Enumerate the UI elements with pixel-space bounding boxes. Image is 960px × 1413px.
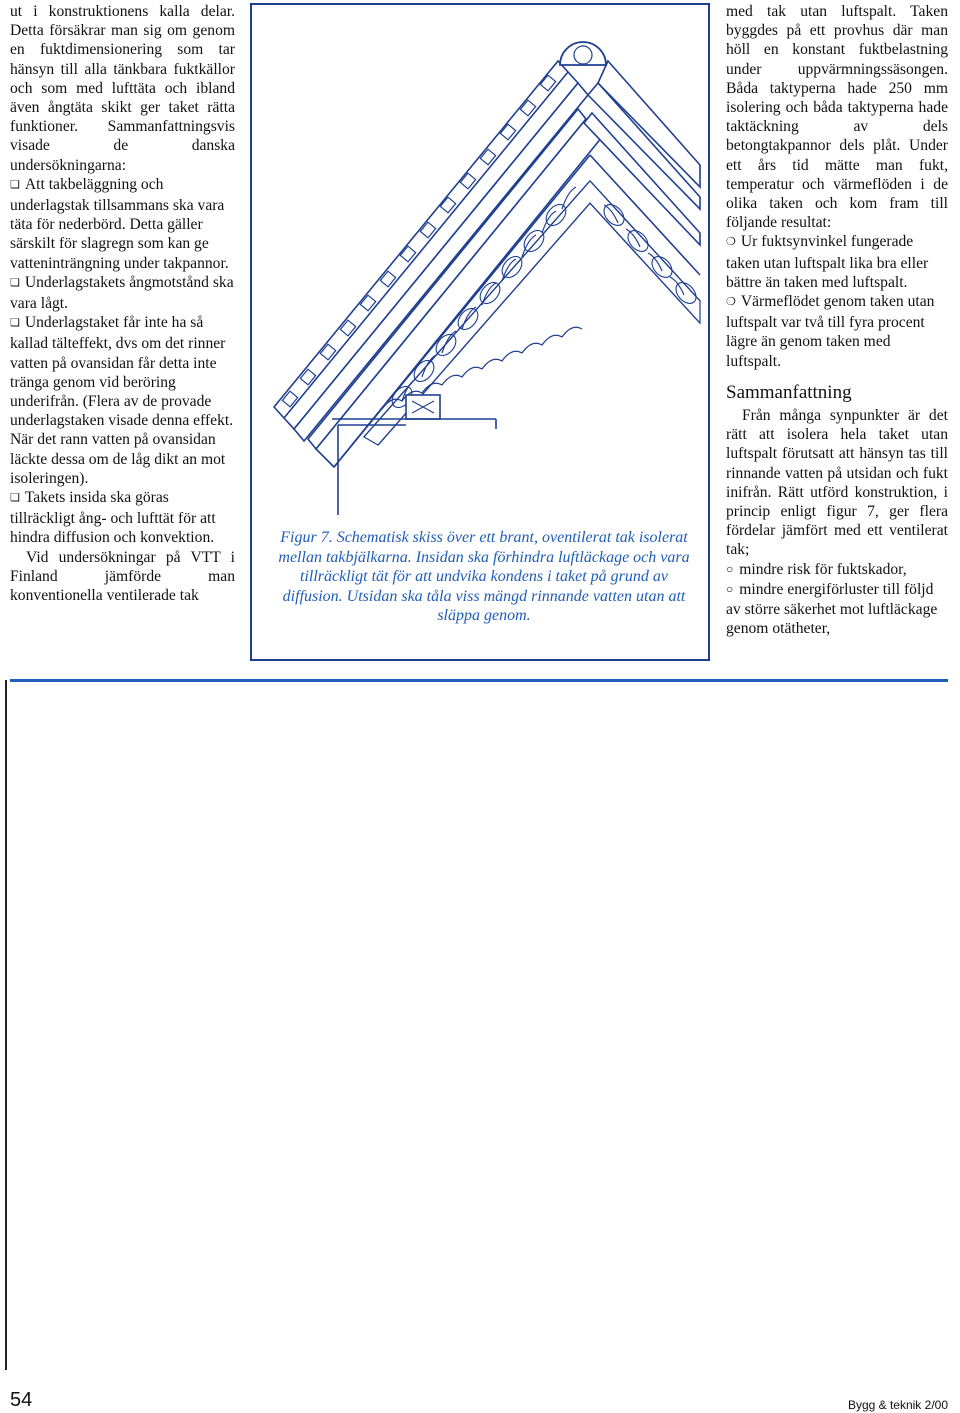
left-bullet-3: ❏ Underlagstaket får inte ha så kallad tälteffekt, dvs om det rinner vatten på ovansidan får detta inte tränga genom vid beröring underifrån. (Flera av de provade underlagstaken visade denna effekt. När det rann vatten på ovansidan läckte dessa om de låg dikt an mot isoleringen). [10, 313, 235, 488]
section-heading: Sammanfattning [726, 381, 852, 403]
right-bullet-2: ❍ Värmeflödet genom taken utan luftspalt var två till fyra procent lägre än genom taken med luftspalt. [726, 292, 948, 371]
right-bullet-3: ○ mindre risk för fuktskador, [726, 560, 948, 580]
page-number: 54 [10, 1389, 33, 1411]
left-bullet-4: ❏ Takets insida ska göras tillräckligt ång- och lufttät för att hindra diffusion och konvektion. [10, 488, 235, 548]
left-bullet-1: ❏ Att takbeläggning och underlagstak tillsammans ska vara täta för nederbörd. Detta gäller särskilt för slagregn som kan ge vatteninträngning under takpannor. [10, 175, 235, 273]
figure-caption [274, 528, 694, 626]
publication-name: Bygg & teknik 2/00 [847, 1398, 948, 1412]
figure-frame [250, 3, 710, 661]
right-paragraph-1: med tak utan luftspalt. Taken byggdes på ett provhus där man höll en konstant fuktbelastning under uppvärmningssäsongen. Båda taktyperna hade 250 mm isolering och båda taktyperna hade taktäckning av dels betongtakpannor dels plåt. Under ett års tid mätte man fukt, temperatur och värmeflöden i de olika taken och kom fram till följande resultat: [726, 3, 948, 232]
right-roof-slope [584, 61, 700, 245]
left-margin-line [5, 680, 7, 1370]
right-bullet-1: ❍ Ur fuktsynvinkel fungerade taken utan luftspalt lika bra eller bättre än taken med luftspalt. [726, 232, 948, 292]
left-bullet-2: ❏ Underlagstakets ångmotstånd ska vara lågt. [10, 273, 235, 313]
left-paragraph-2: Vid undersökningar på VTT i Finland jämförde man konventionella ventilerade tak [10, 548, 235, 605]
left-column [10, 2, 235, 605]
left-paragraph-1: ut i konstruktionens kalla delar. Detta försäkrar man sig om genom en fuktdimensionering som tar hänsyn till alla tänkbara fuktkällor och som med lufttäta och ibland även ångtäta skikt ger taket rätta funktioner. Sammanfattningsvis visade de danska undersökningarna: [10, 3, 235, 174]
ridge-cap [560, 42, 606, 65]
figure-caption-text: Schematisk skiss över ett brant, oventilerat tak isolerat mellan takbjälkarna. Insidan ska förhindra luftläckage och vara tillräckligt tät för att undvika kondens i taket på grund av diffusion. Utsidan ska tåla viss mängd rinnande vatten utan att släppa genom. [278, 529, 690, 624]
roof-section-drawing [252, 5, 708, 515]
right-paragraph-2: Från många synpunkter är det rätt att isolera hela taket utan luftspalt förutsatt att hänsyn tas till rinnande vatten på utsidan och fukt inifrån. Rätt utförd konstruktion, i princip enligt figur 7, ger flera fördelar jämfört med ett ventilerat tak; [726, 407, 948, 559]
right-bullet-4: ○ mindre energiförluster till följd av större säkerhet mot luftläckage genom otätheter, [726, 580, 948, 639]
horizontal-rule [10, 679, 948, 682]
right-column [726, 2, 948, 639]
figure-label: Figur 7. [280, 529, 333, 546]
